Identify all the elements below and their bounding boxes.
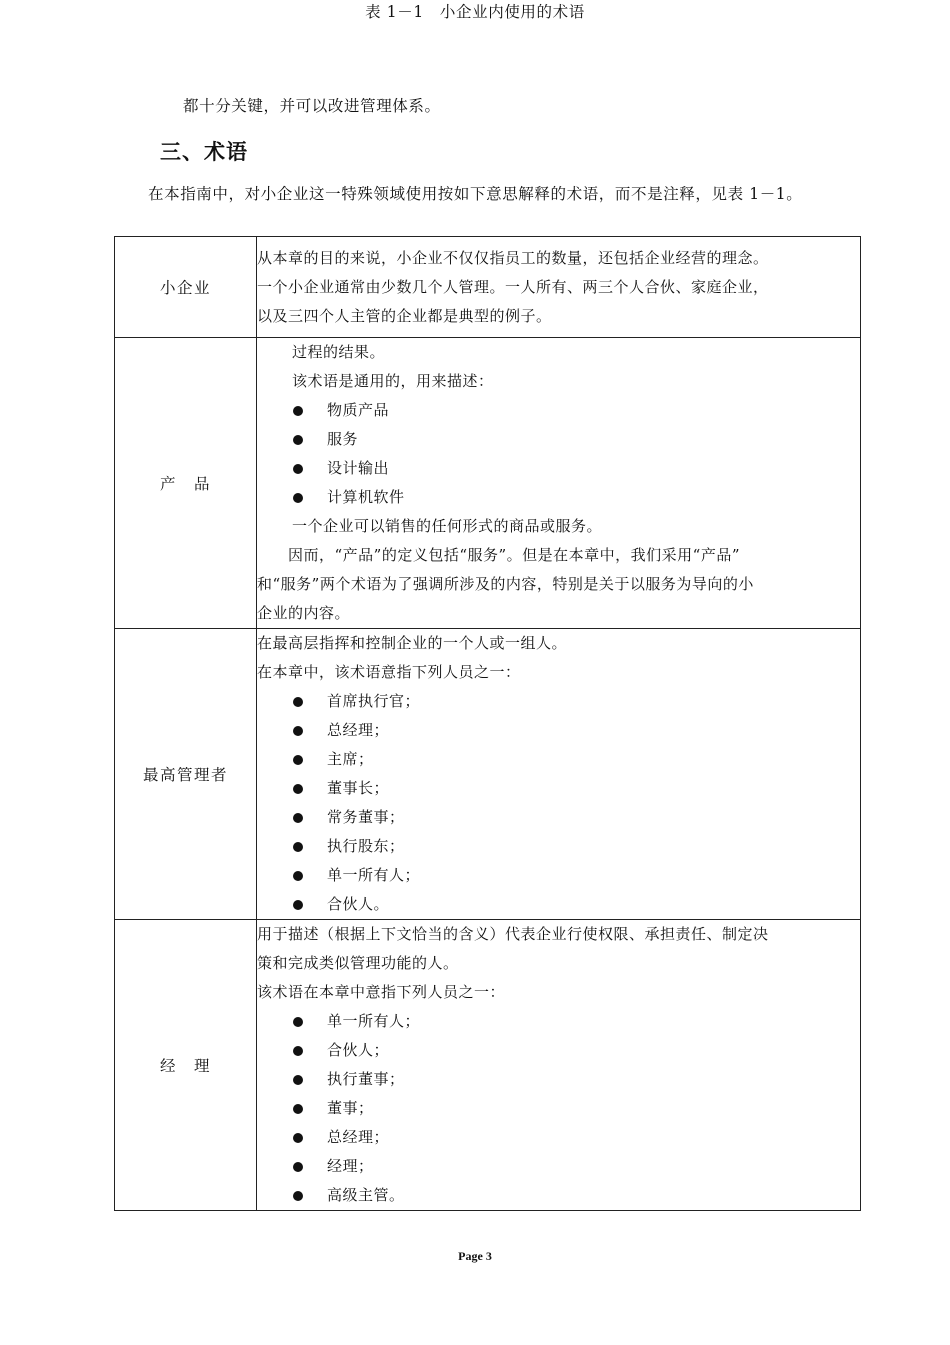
bullet-item bbox=[257, 1152, 860, 1181]
bullet-icon bbox=[293, 726, 303, 736]
definition-line: 策和完成类似管理功能的人。 bbox=[257, 954, 459, 972]
definition-line: 在本章中，该术语意指下列人员之一： bbox=[257, 663, 521, 681]
bullet-icon bbox=[293, 900, 303, 910]
intro-text-line: 都十分关键，并可以改进管理体系。 bbox=[183, 97, 441, 115]
bullet-icon bbox=[293, 1075, 303, 1085]
definition-line: 因而，“产品”的定义包括“服务”。但是在本章中，我们采用“产品” bbox=[257, 546, 741, 564]
bullet-icon bbox=[293, 493, 303, 503]
section-heading: 三、术语 bbox=[160, 140, 248, 164]
bullet-item bbox=[257, 745, 860, 774]
bullet-icon bbox=[293, 697, 303, 707]
bullet-item bbox=[257, 425, 860, 454]
bullet-item bbox=[257, 1007, 860, 1036]
bullet-item bbox=[257, 1065, 860, 1094]
bullet-text: 执行股东； bbox=[327, 837, 405, 855]
bullet-text: 常务董事； bbox=[327, 808, 405, 826]
bullet-icon bbox=[293, 871, 303, 881]
bullet-item bbox=[257, 483, 860, 512]
bullet-text: 董事； bbox=[327, 1099, 374, 1117]
bullet-item bbox=[257, 716, 860, 745]
term-cell: 产 品 bbox=[115, 338, 257, 629]
bullet-icon bbox=[293, 755, 303, 765]
bullet-text: 计算机软件 bbox=[327, 488, 405, 506]
term-cell: 经 理 bbox=[115, 920, 257, 1211]
bullet-text: 合伙人； bbox=[327, 1041, 390, 1059]
definition-line: 用于描述（根据上下文恰当的含义）代表企业行使权限、承担责任、制定决 bbox=[257, 925, 769, 943]
table-row bbox=[115, 629, 861, 920]
definition-line: 一个小企业通常由少数几个人管理。一人所有、两三个人合伙、家庭企业， bbox=[257, 277, 769, 296]
bullet-text: 高级主管。 bbox=[327, 1186, 405, 1204]
page-number: Page 3 bbox=[458, 1249, 492, 1263]
definition-line: 过程的结果。 bbox=[292, 343, 386, 361]
table-row bbox=[115, 338, 861, 629]
bullet-item bbox=[257, 1036, 860, 1065]
definition-line: 在最高层指挥和控制企业的一个人或一组人。 bbox=[257, 634, 568, 652]
definition-cell bbox=[257, 338, 861, 629]
bullet-icon bbox=[293, 1133, 303, 1143]
bullet-item bbox=[257, 774, 860, 803]
table-row bbox=[115, 237, 861, 338]
bullet-icon bbox=[293, 1162, 303, 1172]
bullet-icon bbox=[293, 406, 303, 416]
definition-cell bbox=[257, 920, 861, 1211]
bullet-text: 首席执行官； bbox=[327, 692, 421, 710]
bullet-text: 设计输出 bbox=[327, 459, 390, 477]
definition-line: 该术语在本章中意指下列人员之一： bbox=[257, 983, 506, 1001]
bullet-icon bbox=[293, 464, 303, 474]
terms-table bbox=[114, 236, 861, 1211]
bullet-item bbox=[257, 396, 860, 425]
bullet-item bbox=[257, 687, 860, 716]
definition-line: 和“服务”两个术语为了强调所涉及的内容，特别是关于以服务为导向的小 bbox=[257, 575, 754, 593]
bullet-icon bbox=[293, 1017, 303, 1027]
bullet-icon bbox=[293, 813, 303, 823]
definition-line: 以及三四个人主管的企业都是典型的例子。 bbox=[257, 306, 552, 325]
bullet-icon bbox=[293, 1104, 303, 1114]
bullet-text: 经理； bbox=[327, 1157, 374, 1175]
term-cell: 最高管理者 bbox=[115, 629, 257, 920]
bullet-icon bbox=[293, 842, 303, 852]
definition-line: 企业的内容。 bbox=[257, 604, 351, 622]
bullet-item bbox=[257, 454, 860, 483]
bullet-item bbox=[257, 1094, 860, 1123]
bullet-text: 单一所有人； bbox=[327, 866, 421, 884]
bullet-icon bbox=[293, 1046, 303, 1056]
bullet-item bbox=[257, 832, 860, 861]
bullet-icon bbox=[293, 784, 303, 794]
bullet-text: 服务 bbox=[327, 430, 359, 448]
bullet-text: 执行董事； bbox=[327, 1070, 405, 1088]
bullet-text: 物质产品 bbox=[327, 401, 390, 419]
definition-line: 一个企业可以销售的任何形式的商品或服务。 bbox=[292, 517, 603, 535]
bullet-text: 合伙人。 bbox=[327, 895, 390, 913]
bullet-item bbox=[257, 1181, 860, 1210]
intro-paragraph: 在本指南中，对小企业这一特殊领域使用按如下意思解释的术语，而不是注释，见表 1－1。 bbox=[148, 185, 803, 203]
definition-cell bbox=[257, 237, 861, 338]
table-caption: 表 1－1 小企业内使用的术语 bbox=[365, 3, 585, 21]
bullet-icon bbox=[293, 1191, 303, 1201]
bullet-text: 总经理； bbox=[327, 1128, 390, 1146]
term-cell: 小企业 bbox=[115, 237, 257, 338]
bullet-text: 总经理； bbox=[327, 721, 390, 739]
bullet-text: 董事长； bbox=[327, 779, 390, 797]
definition-line: 该术语是通用的，用来描述： bbox=[292, 372, 494, 390]
table-row bbox=[115, 920, 861, 1211]
bullet-item bbox=[257, 890, 860, 919]
bullet-text: 主席； bbox=[327, 750, 374, 768]
bullet-icon bbox=[293, 435, 303, 445]
definition-line: 从本章的目的来说，小企业不仅仅指员工的数量，还包括企业经营的理念。 bbox=[257, 248, 769, 267]
bullet-item bbox=[257, 861, 860, 890]
bullet-text: 单一所有人； bbox=[327, 1012, 421, 1030]
bullet-item bbox=[257, 1123, 860, 1152]
bullet-item bbox=[257, 803, 860, 832]
definition-cell bbox=[257, 629, 861, 920]
